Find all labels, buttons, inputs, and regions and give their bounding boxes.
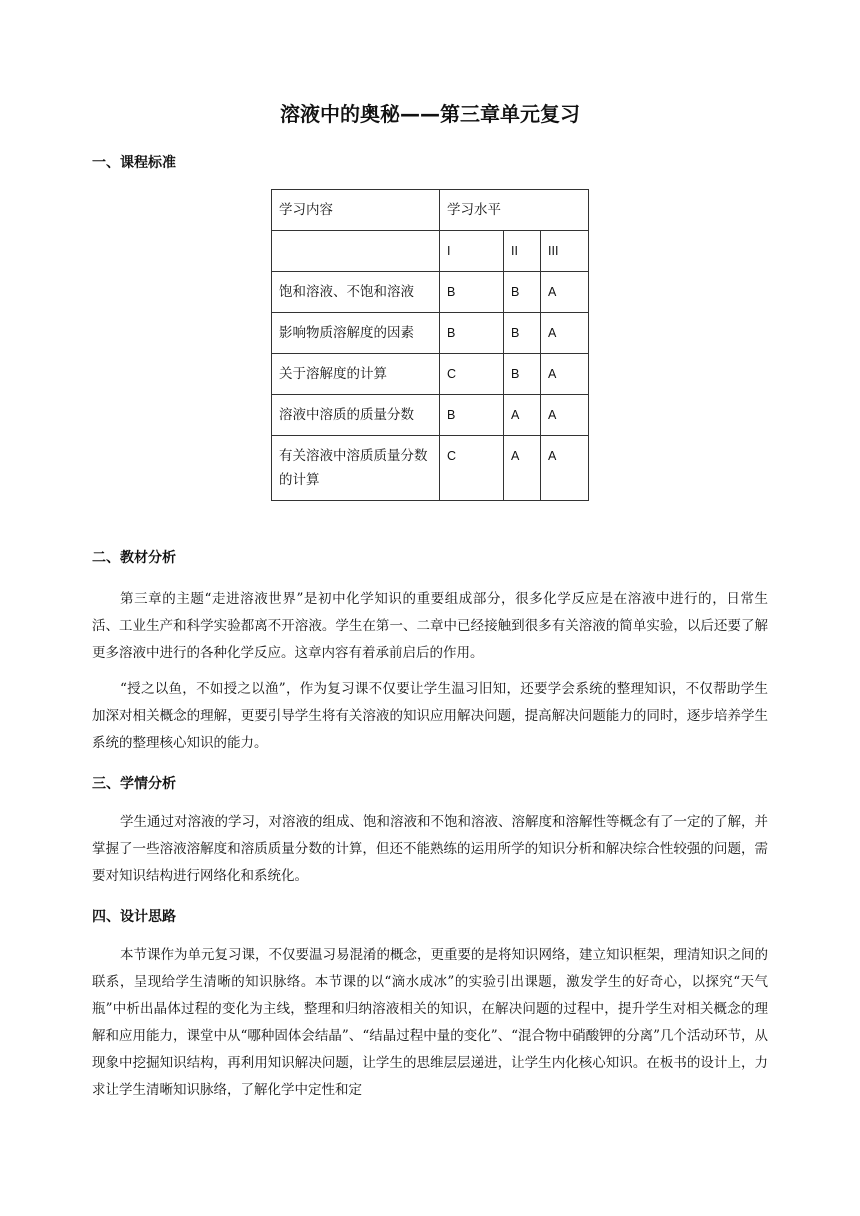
table-cell-level: C (440, 354, 504, 395)
table-cell-level: B (440, 395, 504, 436)
paragraph-textbook-analysis: 第三章的主题“走进溶液世界”是初中化学知识的重要组成部分，很多化学反应是在溶液中进行的，日常生活、工业生产和科学实验都离不开溶液。学生在第一、二章中已经接触到很多有关溶液的简单实验，以后还要了解更多溶液中进行的各种化学反应。这章内容有着承前启后的作用。 (92, 591, 768, 661)
paragraph-learner-analysis: 学生通过对溶液的学习，对溶液的组成、饱和溶液和不饱和溶液、溶解度和溶解性等概念有了一定的了解，并掌握了一些溶液溶解度和溶质质量分数的计算，但还不能熟练的运用所学的知识分析和解决综合性较强的问题，需要对知识结构进行网络化和系统化。 (92, 814, 768, 884)
table-header-row (272, 190, 589, 231)
table-level-1: I (440, 231, 504, 272)
table-cell-empty (272, 231, 440, 272)
paragraph-design-idea: 本节课作为单元复习课，不仅要温习易混淆的概念，更重要的是将知识网络，建立知识框架，理清知识之间的联系，呈现给学生清晰的知识脉络。本节课的以“滴水成冰”的实验引出课题，激发学生的好奇心，以探究“天气瓶”中析出晶体过程的变化为主线，整理和归纳溶液相关的知识，在解决问题的过程中，提升学生对相关概念的理解和应用能力，课堂中从“哪种固体会结晶”、“结晶过程中量的变化”、“混合物中硝酸钾的分离”几个活动环节，从现象中挖掘知识结构，再利用知识解决问题，让学生的思维层层递进，让学生内化核心知识。在板书的设计上，力求让学生清晰知识脉络，了解化学中定性和定 (92, 947, 768, 1098)
table-cell-level: A (541, 272, 589, 313)
table-row (272, 272, 589, 313)
table-cell-level: A (504, 395, 541, 436)
table-row (272, 395, 589, 436)
table-cell-content: 影响物质溶解度的因素 (272, 313, 440, 354)
section-heading-textbook-analysis: 二、教材分析 (92, 550, 176, 566)
table-cell-level: A (541, 436, 589, 501)
table-cell-level: A (541, 313, 589, 354)
table-cell-level: A (541, 354, 589, 395)
section-heading-curriculum-standard: 一、课程标准 (92, 155, 176, 171)
table-cell-level: B (504, 272, 541, 313)
table-cell-level: B (440, 272, 504, 313)
table-cell-level: B (440, 313, 504, 354)
table-cell-level: A (504, 436, 541, 501)
table-cell-content: 溶液中溶质的质量分数 (272, 395, 440, 436)
table-level-row (272, 231, 589, 272)
table-level-3: III (541, 231, 589, 272)
table-cell-level: C (440, 436, 504, 501)
table-level-2: II (504, 231, 541, 272)
table-header-level: 学习水平 (440, 190, 589, 231)
table-row (272, 436, 589, 501)
table-cell-level: A (541, 395, 589, 436)
table-cell-level: B (504, 354, 541, 395)
section-heading-learner-analysis: 三、学情分析 (92, 776, 176, 792)
document-title: 溶液中的奥秘——第三章单元复习 (280, 102, 580, 126)
section-heading-design-idea: 四、设计思路 (92, 909, 176, 925)
table-cell-content: 关于溶解度的计算 (272, 354, 440, 395)
curriculum-standard-table (271, 189, 589, 501)
table-header-content: 学习内容 (272, 190, 440, 231)
table-cell-level: B (504, 313, 541, 354)
table-cell-content: 有关溶液中溶质质量分数的计算 (272, 436, 440, 501)
table-cell-content: 饱和溶液、不饱和溶液 (272, 272, 440, 313)
table-row (272, 354, 589, 395)
table-row (272, 313, 589, 354)
paragraph-review-purpose: “授之以鱼，不如授之以渔”，作为复习课不仅要让学生温习旧知，还要学会系统的整理知识，不仅帮助学生加深对相关概念的理解，更要引导学生将有关溶液的知识应用解决问题，提高解决问题能力的同时，逐步培养学生系统的整理核心知识的能力。 (92, 681, 768, 751)
